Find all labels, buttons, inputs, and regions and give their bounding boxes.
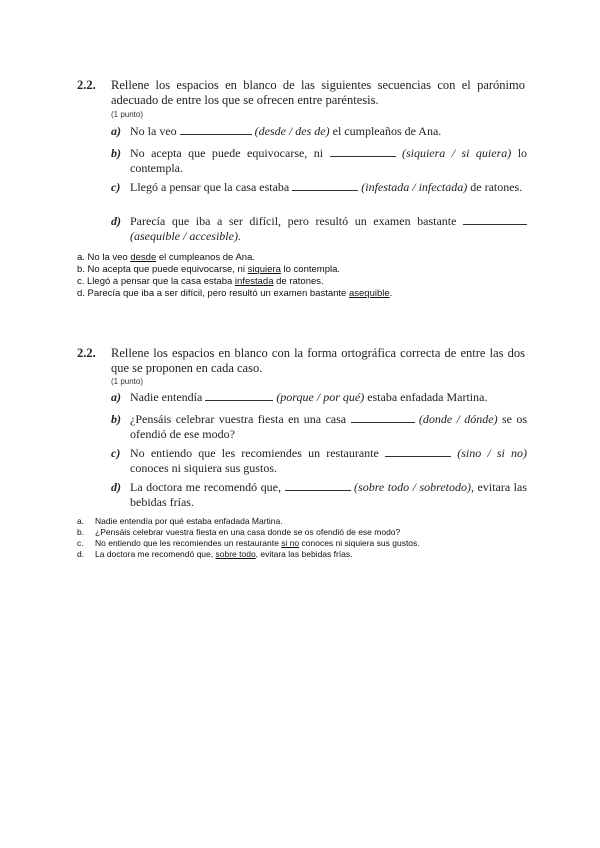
answer-blank[interactable] [285,480,351,491]
answer-line: a. No la veo desde el cumpleanos de Ana. [77,252,255,263]
answer-line: c. No entiendo que les recomiendes un restaurante si no conoces ni siquiera sus gustos. [77,538,420,548]
answer-line: a. Nadie entendía por qué estaba enfadada Martina. [77,516,283,526]
item-options: (porque / por qué) [276,390,365,404]
item-text: conoces ni siquiera sus gustos. [130,461,277,475]
item-letter: b) [111,412,121,426]
item-text: Llegó a pensar que la casa estaba [130,180,290,194]
answer-blank[interactable] [351,412,415,423]
item-text: estaba enfadada Martina. [367,390,488,404]
answer-blank[interactable] [205,390,273,401]
exercise-instruction: Rellene los espacios en blanco con la forma ortográfica correcta de entre las dos que se proponen en cada caso. [111,346,525,375]
answer-key [77,252,537,300]
item-letter: c) [111,180,121,194]
item-options: (sobre todo / sobretodo) [354,480,472,494]
exercise-number: 2.2. [77,78,96,92]
item-options: (asequible / accesible). [130,229,241,243]
item-letter: a) [111,390,121,404]
answer-word: sobre todo [215,549,256,559]
item-options: (infestada / infectada) [361,180,468,194]
exercise-item-b [111,412,527,442]
item-text: de ratones. [470,180,523,194]
answer-line: c. Llegó a pensar que la casa estaba infestada de ratones. [77,276,324,287]
answer-line: b. No acepta que puede equivocarse, ni siquiera lo contempla. [77,264,341,275]
answer-word: siquiera [247,264,281,275]
exercise-item-a [111,124,527,139]
answer-blank[interactable] [463,214,527,225]
item-text: Parecía que iba a ser difícil, pero resultó un examen bastante [130,214,457,228]
item-letter: d) [111,214,121,228]
item-text: , evitara las bebidas frías. [130,480,528,509]
item-options: (sino / si no) [457,446,528,460]
exercise-item-d [111,214,527,244]
item-text: se os ofendió de ese modo? [130,412,528,441]
answer-blank[interactable] [330,146,396,157]
item-text: lo contempla. [130,146,528,175]
exercise-item-d [111,480,527,510]
item-text: Nadie entendía [130,390,203,404]
exercise-item-a [111,390,527,405]
exercise-item-b [111,146,527,176]
points-label: (1 punto) [111,110,144,119]
exercise-item-c [111,180,527,195]
item-options: (donde / dónde) [418,412,498,426]
answer-word: asequible [348,288,390,299]
item-letter: c) [111,446,121,460]
exercise-number: 2.2. [77,346,96,360]
points-label: (1 punto) [111,377,144,386]
answer-line: d. La doctora me recomendó que, sobre todo, evitara las bebidas frías. [77,549,353,559]
exercise-item-c [111,446,527,476]
answer-line: d. Parecía que iba a ser difícil, pero resultó un examen bastante asequible. [77,288,393,299]
answer-blank[interactable] [292,180,358,191]
item-text: No la veo [130,124,177,138]
answer-word: infestada [234,276,274,287]
item-letter: a) [111,124,121,138]
item-letter: b) [111,146,121,160]
item-options: (siquiera / si quiera) [401,146,512,160]
item-text: No entiendo que les recomiendes un restaurante [130,446,379,460]
item-options: (desde / des de) [254,124,330,138]
item-text: La doctora me recomendó que, [130,480,281,494]
answer-key [77,516,537,560]
answer-word: desde [130,252,157,263]
exercise-instruction: Rellene los espacios en blanco de las siguientes secuencias con el parónimo adecuado de entre los que se ofrecen entre paréntesis. [111,78,525,107]
answer-blank[interactable] [180,124,252,135]
answer-blank[interactable] [385,446,451,457]
item-letter: d) [111,480,121,494]
item-text: ¿Pensáis celebrar vuestra fiesta en una casa [130,412,347,426]
item-text: el cumpleaños de Ana. [332,124,442,138]
answer-word: si no [281,538,300,548]
answer-line: b. ¿Pensáis celebrar vuestra fiesta en una casa donde se os ofendió de ese modo? [77,527,401,537]
item-text: No acepta que puede equivocarse, ni [130,146,324,160]
